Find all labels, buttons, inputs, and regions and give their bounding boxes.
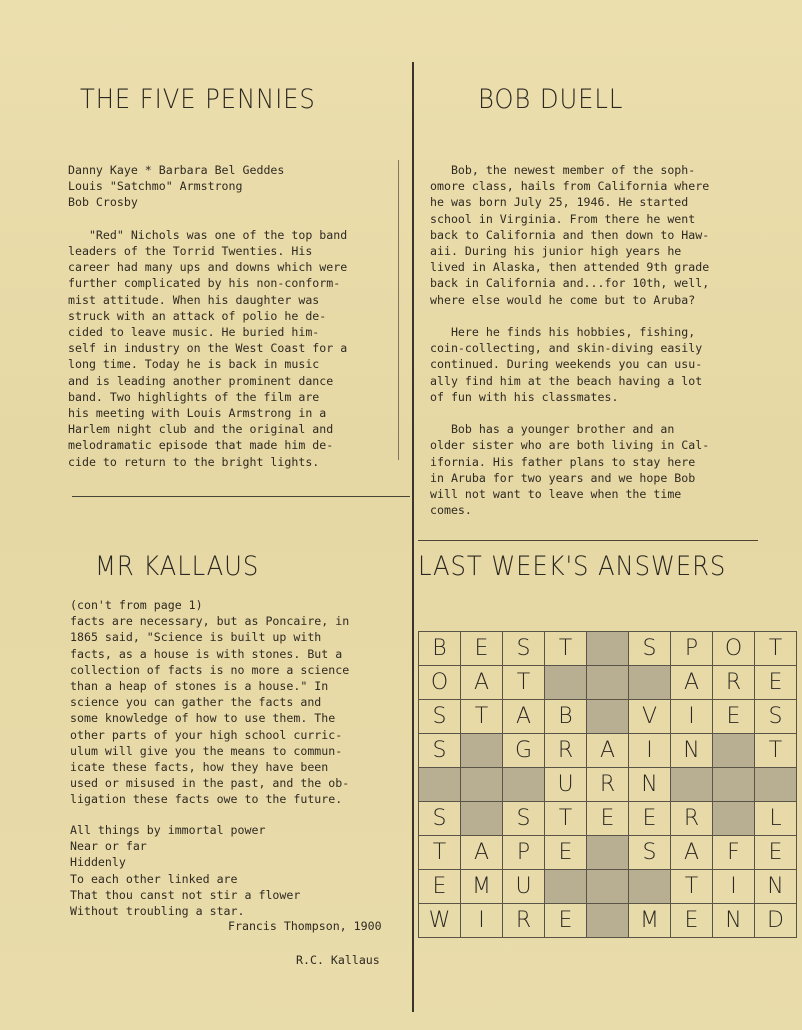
crossword-row xyxy=(419,768,797,802)
crossword-row xyxy=(419,802,797,836)
crossword-cell: S xyxy=(755,700,797,734)
crossword-row xyxy=(419,632,797,666)
signature: R.C. Kallaus xyxy=(296,953,380,967)
column-divider xyxy=(412,62,414,1012)
crossword-cell: U xyxy=(545,768,587,802)
crossword-cell: I xyxy=(713,870,755,904)
crossword-cell: A xyxy=(503,700,545,734)
crossword-black-cell xyxy=(587,700,629,734)
poem: All things by immortal power Near or far Hiddenly To each other linked are That thou canst not stir a flower Without troubling a star. xyxy=(70,823,301,919)
crossword-black-cell xyxy=(755,768,797,802)
crossword-cell: M xyxy=(629,904,671,938)
crossword-cell: M xyxy=(461,870,503,904)
crossword-black-cell xyxy=(587,666,629,700)
section-divider-right xyxy=(418,540,758,541)
crossword-cell: T xyxy=(545,632,587,666)
crossword-black-cell xyxy=(419,768,461,802)
crossword-cell: B xyxy=(545,700,587,734)
crossword-black-cell xyxy=(713,768,755,802)
crossword-row xyxy=(419,666,797,700)
crossword-black-cell xyxy=(461,734,503,768)
crossword-grid xyxy=(418,631,797,938)
crossword-cell: T xyxy=(755,734,797,768)
crossword-black-cell xyxy=(587,870,629,904)
crossword-cell: B xyxy=(419,632,461,666)
crossword-cell: T xyxy=(755,632,797,666)
crossword-cell: A xyxy=(461,666,503,700)
crossword-cell: P xyxy=(671,632,713,666)
crossword-cell: T xyxy=(545,802,587,836)
crossword-cell: I xyxy=(461,904,503,938)
crossword-black-cell xyxy=(713,802,755,836)
kallaus-article: (con't from page 1) facts are necessary, but as Poncaire, in 1865 said, "Science is built up with facts, as a house is with stones. But a collection of facts is no more a science than a heap of stones is a house." In science you can gather the facts and some knowledge of how to use them. The other parts of your high school curric- ulum will give you the means to commun- icate these facts, how they have been used or misused in the past, and the ob- ligation these facts owe to the future. xyxy=(70,598,350,807)
mr-kallaus-heading: MR KALLAUS xyxy=(95,551,260,582)
crossword-cell: N xyxy=(671,734,713,768)
crossword-cell: E xyxy=(629,802,671,836)
crossword-cell: G xyxy=(503,734,545,768)
crossword-cell: L xyxy=(755,802,797,836)
crossword-row xyxy=(419,870,797,904)
crossword-row xyxy=(419,836,797,870)
crossword-cell: A xyxy=(587,734,629,768)
crossword-cell: U xyxy=(503,870,545,904)
crossword-cell: R xyxy=(545,734,587,768)
crossword-cell: I xyxy=(629,734,671,768)
crossword-cell: E xyxy=(671,904,713,938)
crossword-black-cell xyxy=(545,666,587,700)
crossword-black-cell xyxy=(461,768,503,802)
crossword-cell: E xyxy=(755,836,797,870)
crossword-cell: R xyxy=(587,768,629,802)
crossword-cell: E xyxy=(755,666,797,700)
crossword-cell: O xyxy=(713,632,755,666)
crossword-cell: S xyxy=(629,632,671,666)
five-pennies-article: Danny Kaye * Barbara Bel Geddes Louis "Satchmo" Armstrong Bob Crosby "Red" Nichols was one of the top band leaders of the Torrid Twenties. His career had many ups and downs which were further complicated by his non-conform- mist attitude. When his daughter was struck with an attack of polio he de- cided to leave music. He buried him- self in industry on the West Coast for a long time. Today he is back in music and is leading another prominent dance band. Two highlights of the film are his meeting with Louis Armstrong in a Harlem night club and the original and melodramatic episode that made him de- cide to return to the bright lights. xyxy=(68,163,348,469)
crossword-black-cell xyxy=(503,768,545,802)
crossword-cell: S xyxy=(419,700,461,734)
crossword-cell: T xyxy=(419,836,461,870)
crossword-cell: O xyxy=(419,666,461,700)
crossword-cell: I xyxy=(671,700,713,734)
crossword-cell: N xyxy=(713,904,755,938)
crossword-black-cell xyxy=(587,904,629,938)
five-pennies-heading: THE FIVE PENNIES xyxy=(80,84,316,115)
crossword-cell: V xyxy=(629,700,671,734)
crossword-cell: R xyxy=(713,666,755,700)
crossword-black-cell xyxy=(629,870,671,904)
crossword-cell: S xyxy=(419,802,461,836)
crossword-cell: E xyxy=(419,870,461,904)
crossword-cell: A xyxy=(461,836,503,870)
crossword-black-cell xyxy=(545,870,587,904)
crossword-cell: F xyxy=(713,836,755,870)
crossword-cell: A xyxy=(671,666,713,700)
crossword-cell: E xyxy=(461,632,503,666)
crossword-cell: D xyxy=(755,904,797,938)
crossword-black-cell xyxy=(629,666,671,700)
crossword-cell: S xyxy=(503,632,545,666)
crossword-row xyxy=(419,904,797,938)
crossword-cell: T xyxy=(671,870,713,904)
poem-credit: Francis Thompson, 1900 xyxy=(228,919,382,933)
crossword-cell: E xyxy=(545,904,587,938)
crossword-cell: N xyxy=(629,768,671,802)
crossword-cell: E xyxy=(545,836,587,870)
crossword-cell: T xyxy=(461,700,503,734)
crossword-cell: A xyxy=(671,836,713,870)
crossword-cell: R xyxy=(503,904,545,938)
crossword-cell: T xyxy=(503,666,545,700)
crossword-cell: S xyxy=(503,802,545,836)
bob-duell-heading: BOB DUELL xyxy=(478,84,624,115)
crossword-black-cell xyxy=(587,632,629,666)
crossword-cell: S xyxy=(629,836,671,870)
crossword-cell: R xyxy=(671,802,713,836)
crossword-cell: E xyxy=(587,802,629,836)
crossword-row xyxy=(419,700,797,734)
crossword-black-cell xyxy=(671,768,713,802)
crossword-cell: W xyxy=(419,904,461,938)
column-rule xyxy=(398,160,399,460)
section-divider xyxy=(72,496,410,497)
bob-duell-article: Bob, the newest member of the soph- omore class, hails from California where he was born July 25, 1946. He started school in Virginia. From there he went back to California and then down to Haw- aii. During his junior high years he lived in Alaska, then attended 9th grade back in California and...for 10th, well, where else would he come but to Aruba? Here he finds his hobbies, fishing, coin-collecting, and skin-diving easily continued. During weekends you can usu- ally find him at the beach having a lot of fun with his classmates. Bob has a younger brother and an older sister who are both living in Cal- ifornia. His father plans to stay here in Aruba for two years and we hope Bob will not want to leave when the time comes. xyxy=(430,163,710,518)
crossword-cell: E xyxy=(713,700,755,734)
crossword-row xyxy=(419,734,797,768)
crossword-cell: S xyxy=(419,734,461,768)
crossword-cell: N xyxy=(755,870,797,904)
crossword-black-cell xyxy=(713,734,755,768)
answers-heading: LAST WEEK'S ANSWERS xyxy=(418,551,727,582)
crossword-black-cell xyxy=(461,802,503,836)
crossword-cell: P xyxy=(503,836,545,870)
crossword-black-cell xyxy=(587,836,629,870)
